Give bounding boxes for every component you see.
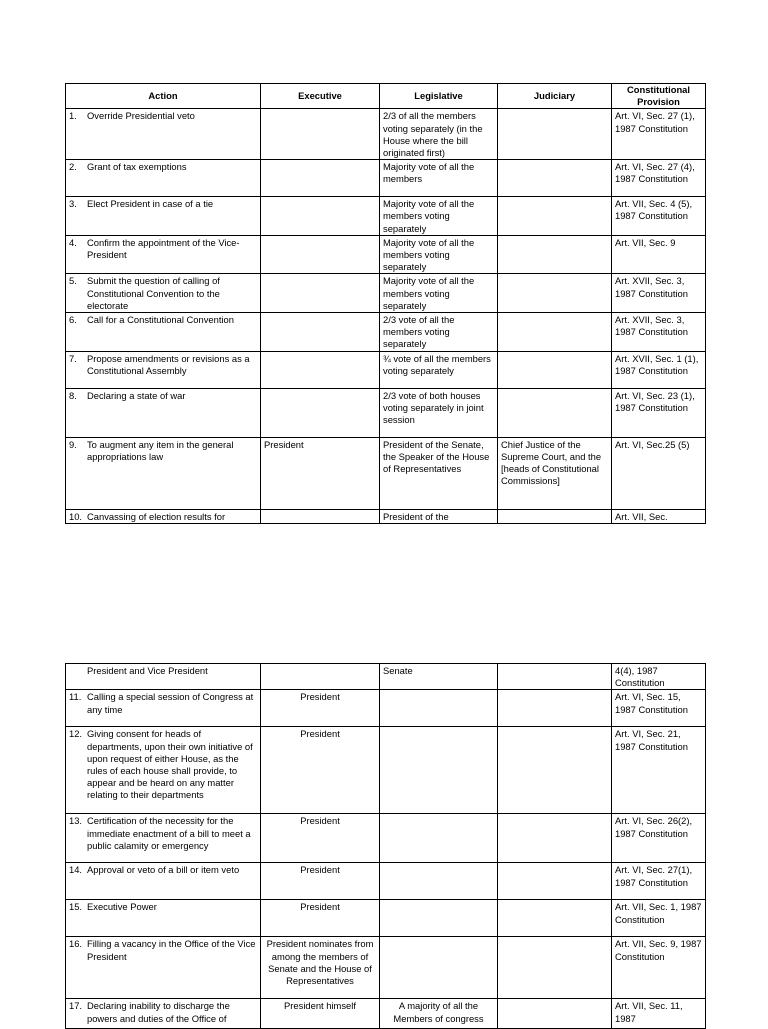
action-item xyxy=(69,728,257,801)
judiciary-cell xyxy=(498,937,612,999)
action-item xyxy=(69,110,257,122)
action-item xyxy=(69,691,257,715)
action-cell xyxy=(66,109,261,160)
judiciary-cell xyxy=(498,313,612,352)
executive-cell xyxy=(261,160,380,197)
action-text: Certification of the necessity for the immediate enactment of a bill to meet a public calamity or emergency xyxy=(87,815,251,851)
action-text: To augment any item in the general appropriations law xyxy=(87,438,234,462)
powers-table-page-2 xyxy=(65,663,706,1029)
action-cell xyxy=(66,509,261,523)
action-cell xyxy=(66,160,261,197)
item-number xyxy=(69,665,87,677)
judiciary-cell xyxy=(498,235,612,274)
judiciary-cell xyxy=(498,509,612,523)
legislative-cell: President of the Senate, the Speaker of the House of Representatives xyxy=(380,437,498,509)
executive-cell: President xyxy=(261,814,380,863)
item-number: 7. xyxy=(69,352,77,364)
action-item xyxy=(69,198,257,210)
judiciary-cell xyxy=(498,664,612,690)
action-cell xyxy=(66,937,261,999)
table-row xyxy=(66,388,706,437)
executive-cell: President xyxy=(261,690,380,727)
table-row xyxy=(66,313,706,352)
action-text: Grant of tax exemptions xyxy=(87,161,187,173)
action-item xyxy=(69,275,257,312)
table-row xyxy=(66,109,706,160)
judiciary-cell xyxy=(498,274,612,313)
provision-cell: Art. VI, Sec. 26(2), 1987 Constitution xyxy=(612,814,706,863)
executive-cell xyxy=(261,664,380,690)
header-legislative: Legislative xyxy=(380,84,498,109)
executive-cell: President xyxy=(261,900,380,937)
legislative-cell xyxy=(380,900,498,937)
header-executive: Executive xyxy=(261,84,380,109)
table-row xyxy=(66,437,706,509)
action-cell xyxy=(66,274,261,313)
legislative-cell: Majority vote of all the members voting separately xyxy=(380,197,498,236)
provision-cell: Art. VI, Sec. 15, 1987 Constitution xyxy=(612,690,706,727)
table-row xyxy=(66,863,706,900)
table-row xyxy=(66,999,706,1029)
provision-cell: Art. VI, Sec. 21, 1987 Constitution xyxy=(612,727,706,814)
action-item xyxy=(69,161,257,173)
item-number: 4. xyxy=(69,236,77,248)
provision-cell: Art. VII, Sec. 4 (5), 1987 Constitution xyxy=(612,197,706,236)
action-item xyxy=(69,511,257,523)
judiciary-cell xyxy=(498,863,612,900)
table-row xyxy=(66,900,706,937)
item-number: 16. xyxy=(69,938,83,950)
table-row xyxy=(66,351,706,388)
judiciary-cell: Chief Justice of the Supreme Court, and the [heads of Constitutional Commissions] xyxy=(498,437,612,509)
executive-cell: President xyxy=(261,863,380,900)
action-cell xyxy=(66,863,261,900)
judiciary-cell xyxy=(498,999,612,1029)
executive-cell: President himself xyxy=(261,999,380,1029)
legislative-cell: Majority vote of all the members voting separately xyxy=(380,274,498,313)
table-row xyxy=(66,197,706,236)
judiciary-cell xyxy=(498,388,612,437)
item-number: 9. xyxy=(69,438,77,450)
action-cell xyxy=(66,235,261,274)
legislative-cell xyxy=(380,937,498,999)
item-number: 14. xyxy=(69,864,83,876)
provision-cell: Art. XVII, Sec. 3, 1987 Constitution xyxy=(612,274,706,313)
legislative-cell xyxy=(380,863,498,900)
legislative-cell: 2/3 vote of both houses voting separately in joint session xyxy=(380,388,498,437)
item-number: 13. xyxy=(69,815,83,827)
action-text: Propose amendments or revisions as a Constitutional Assembly xyxy=(87,352,250,376)
judiciary-cell xyxy=(498,160,612,197)
legislative-cell: A majority of all the Members of congress xyxy=(380,999,498,1029)
legislative-cell: Senate xyxy=(380,664,498,690)
action-text: Submit the question of calling of Constitutional Convention to the electorate xyxy=(87,275,220,311)
action-text: Executive Power xyxy=(87,901,157,913)
judiciary-cell xyxy=(498,900,612,937)
header-action: Action xyxy=(66,84,261,109)
executive-cell xyxy=(261,274,380,313)
action-text: Override Presidential veto xyxy=(87,110,195,122)
action-text: Filling a vacancy in the Office of the Vice President xyxy=(87,938,256,962)
action-cell xyxy=(66,727,261,814)
action-item xyxy=(69,237,257,261)
judiciary-cell xyxy=(498,727,612,814)
item-number: 10. xyxy=(69,510,83,522)
table-row xyxy=(66,727,706,814)
provision-cell: Art. VII, Sec. xyxy=(612,509,706,523)
action-cell xyxy=(66,900,261,937)
action-item xyxy=(69,390,257,402)
action-item xyxy=(69,901,257,913)
action-cell xyxy=(66,313,261,352)
provision-cell: Art. VI, Sec. 27(1), 1987 Constitution xyxy=(612,863,706,900)
executive-cell: President nominates from among the members of Senate and the House of Representatives xyxy=(261,937,380,999)
table-row xyxy=(66,274,706,313)
provision-cell: Art. VI, Sec. 27 (1), 1987 Constitution xyxy=(612,109,706,160)
executive-cell xyxy=(261,109,380,160)
action-cell xyxy=(66,351,261,388)
legislative-cell: 2/3 vote of all the members voting separately xyxy=(380,313,498,352)
item-number: 3. xyxy=(69,198,77,210)
action-text: Calling a special session of Congress at any time xyxy=(87,691,254,715)
executive-cell xyxy=(261,509,380,523)
provision-cell: Art. XVII, Sec. 1 (1), 1987 Constitution xyxy=(612,351,706,388)
action-cell xyxy=(66,690,261,727)
action-cell xyxy=(66,437,261,509)
judiciary-cell xyxy=(498,351,612,388)
table-row xyxy=(66,690,706,727)
legislative-cell xyxy=(380,727,498,814)
legislative-cell: 2/3 of all the members voting separately (in the House where the bill originated first) xyxy=(380,109,498,160)
action-item xyxy=(69,353,257,377)
executive-cell xyxy=(261,197,380,236)
item-number: 8. xyxy=(69,389,77,401)
action-text: President and Vice President xyxy=(87,665,208,676)
provision-cell: Art. XVII, Sec. 3, 1987 Constitution xyxy=(612,313,706,352)
table-row xyxy=(66,814,706,863)
item-number: 1. xyxy=(69,110,77,122)
legislative-cell: Majority vote of all the members voting separately xyxy=(380,235,498,274)
action-item xyxy=(69,1000,257,1024)
action-text: Confirm the appointment of the Vice-President xyxy=(87,236,240,261)
provision-cell: Art. VII, Sec. 1, 1987 Constitution xyxy=(612,900,706,937)
action-cell xyxy=(66,814,261,863)
action-item xyxy=(69,665,257,677)
judiciary-cell xyxy=(498,814,612,863)
action-text: Declaring inability to discharge the powers and duties of the Office of xyxy=(87,1000,230,1024)
action-item xyxy=(69,439,257,463)
executive-cell xyxy=(261,235,380,274)
table-row xyxy=(66,235,706,274)
table-row xyxy=(66,160,706,197)
action-item xyxy=(69,815,257,852)
header-judiciary: Judiciary xyxy=(498,84,612,109)
executive-cell xyxy=(261,351,380,388)
item-number: 12. xyxy=(69,728,83,740)
action-cell xyxy=(66,197,261,236)
table-row xyxy=(66,664,706,690)
provision-cell: Art. VI, Sec.25 (5) xyxy=(612,437,706,509)
item-number: 2. xyxy=(69,161,77,173)
item-number: 6. xyxy=(69,314,77,326)
legislative-cell: Majority vote of all the members xyxy=(380,160,498,197)
legislative-cell: President of the xyxy=(380,509,498,523)
action-item xyxy=(69,938,257,962)
powers-table-page-1 xyxy=(65,83,706,524)
provision-cell: Art. VII, Sec. 9 xyxy=(612,235,706,274)
action-cell xyxy=(66,999,261,1029)
item-number: 5. xyxy=(69,275,77,287)
action-text: Approval or veto of a bill or item veto xyxy=(87,864,240,876)
action-item xyxy=(69,314,257,326)
legislative-cell xyxy=(380,690,498,727)
action-text: Canvassing of election results for xyxy=(87,510,226,522)
provision-cell: Art. VII, Sec. 11, 1987 xyxy=(612,999,706,1029)
action-item xyxy=(69,864,257,876)
provision-cell: Art. VI, Sec. 27 (4), 1987 Constitution xyxy=(612,160,706,197)
action-cell xyxy=(66,664,261,690)
action-text: Giving consent for heads of departments, upon their own initiative of upon request of either House, as the rules of each house shall provide, to appear and be heard on any matter relating to their departments xyxy=(87,728,253,801)
action-text: Declaring a state of war xyxy=(87,389,186,401)
action-text: Call for a Constitutional Convention xyxy=(87,314,234,326)
executive-cell xyxy=(261,388,380,437)
table-header-row xyxy=(66,84,706,109)
judiciary-cell xyxy=(498,197,612,236)
legislative-cell xyxy=(380,814,498,863)
item-number: 17. xyxy=(69,1000,83,1012)
table-row xyxy=(66,509,706,523)
judiciary-cell xyxy=(498,690,612,727)
action-cell xyxy=(66,388,261,437)
provision-cell: Art. VII, Sec. 9, 1987 Constitution xyxy=(612,937,706,999)
provision-cell: 4(4), 1987 Constitution xyxy=(612,664,706,690)
legislative-cell: ¾ vote of all the members voting separately xyxy=(380,351,498,388)
provision-cell: Art. VI, Sec. 23 (1), 1987 Constitution xyxy=(612,388,706,437)
table-row xyxy=(66,937,706,999)
executive-cell: President xyxy=(261,437,380,509)
item-number: 11. xyxy=(69,691,82,703)
header-constitutional-provision: Constitutional Provision xyxy=(612,84,706,109)
executive-cell xyxy=(261,313,380,352)
executive-cell: President xyxy=(261,727,380,814)
judiciary-cell xyxy=(498,109,612,160)
item-number: 15. xyxy=(69,901,83,913)
action-text: Elect President in case of a tie xyxy=(87,198,214,210)
